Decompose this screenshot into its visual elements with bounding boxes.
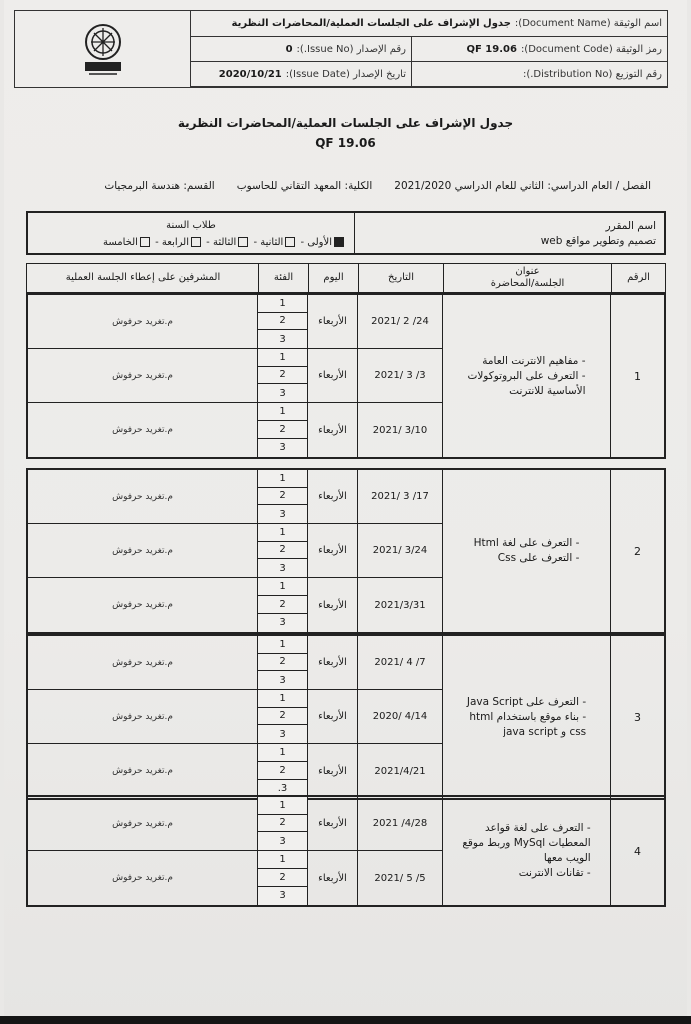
group-cell: 3 [279, 617, 286, 629]
session-groups [257, 295, 307, 348]
session-supervisor: م.تغريد حرفوش [112, 425, 173, 435]
col-no: الرقم [611, 264, 665, 292]
session-row [28, 636, 442, 690]
doc-name-label: اسم الوثيقة (Document Name): [514, 18, 662, 29]
group-cell: 2 [258, 815, 307, 833]
session-supervisor: م.تغريد حرفوش [112, 600, 173, 610]
topic-line: - بناء موقع باستخدام html [469, 710, 587, 723]
session-groups [257, 578, 307, 632]
group-number: 4 [610, 797, 664, 905]
topic-line: - التعرف على لغة قواعد [484, 822, 591, 834]
session-row [28, 349, 442, 403]
session-groups [257, 797, 307, 850]
session-date: 2021/3/31 [357, 578, 442, 632]
session-groups [257, 524, 307, 577]
session-group [26, 795, 666, 907]
group-cell: 3 [279, 333, 286, 345]
group-cell: 2 [258, 313, 307, 331]
header-row-code [191, 37, 667, 62]
group-cell: 1 [258, 851, 307, 869]
distribution-label: رقم التوزيع (Distribution No.): [522, 68, 662, 80]
year-checkbox [238, 237, 248, 247]
session-day: الأربعاء [307, 744, 357, 798]
year-separator: - [203, 237, 213, 248]
session-date: 2021/ 3/24 [357, 524, 442, 577]
col-group: الفئة [258, 264, 308, 292]
session-day: الأربعاء [307, 470, 357, 523]
group-cell: 2 [258, 869, 307, 887]
year-checkbox [285, 237, 295, 247]
session-groups [257, 636, 307, 689]
header-row-doc-name [191, 11, 667, 37]
group-cell: 1 [258, 744, 307, 762]
session-supervisor: م.تغريد حرفوش [112, 766, 173, 776]
group-cell: 2 [258, 654, 307, 672]
document-header-table [14, 10, 668, 88]
session-date: 2021/ 2 /24 [357, 295, 442, 348]
table-header [26, 263, 666, 293]
session-day: الأربعاء [307, 349, 357, 402]
session-topic [442, 470, 610, 632]
doc-code-value: QF 19.06 [466, 43, 517, 55]
col-topic: عنوان الجلسة/المحاضرة [443, 264, 611, 292]
group-cell: 1 [258, 797, 307, 815]
course-name-cell [354, 213, 664, 253]
group-cell: 1 [258, 578, 307, 596]
session-date: 2021 /4/28 [357, 797, 442, 850]
topic-line: - تقانات الانترنت [518, 867, 591, 879]
topic-line: الأساسية للانترنت [509, 384, 586, 397]
group-cell: 1 [258, 636, 307, 654]
year-checkbox [140, 237, 150, 247]
course-name-value: تصميم وتطوير مواقع web [540, 235, 656, 247]
session-row [28, 744, 442, 798]
session-groups [257, 744, 307, 798]
course-name-label: اسم المقرر [605, 220, 656, 232]
session-day: الأربعاء [307, 578, 357, 632]
year-separator: - [297, 237, 308, 248]
session-day: الأربعاء [307, 295, 357, 348]
group-cell: 3 [279, 728, 286, 740]
group-cell: 2 [258, 367, 307, 385]
session-row [28, 578, 442, 632]
year-option-label: الأولى [307, 237, 332, 248]
student-years-cell [28, 213, 354, 253]
session-group [26, 634, 666, 800]
session-row [28, 524, 442, 578]
topic-line: - التعرف على البروتوكولات [467, 369, 586, 382]
session-date: 2021/ 3 /3 [357, 349, 442, 402]
year-separator: - [250, 237, 261, 248]
group-cell: 3. [277, 783, 288, 795]
topic-line: - مفاهيم الانترنت العامة [482, 354, 586, 367]
semester-info: الفصل / العام الدراسي: الثاني للعام الدراسي 2021/2020 [394, 180, 651, 192]
doc-name-value: جدول الإشراف على الجلسات العملية/المحاضرات النظرية [231, 18, 511, 29]
year-option-label: الرابعة [161, 237, 189, 248]
group-cell: 2 [258, 542, 307, 560]
document-code: QF 19.06 [315, 136, 376, 150]
year-separator: - [151, 237, 162, 248]
session-topic [442, 636, 610, 798]
session-groups [257, 470, 307, 523]
session-topic [442, 797, 610, 905]
page-title: جدول الإشراف على الجلسات العملية/المحاضرات النظرية [177, 116, 514, 130]
group-cell: 3 [279, 387, 286, 399]
group-cell: 1 [258, 524, 307, 542]
group-cell: 2 [258, 421, 307, 439]
session-row [28, 295, 442, 349]
course-box [26, 211, 666, 255]
sessions-area [28, 636, 442, 798]
topic-line: المعطيات MySql وربط موقع [462, 837, 591, 849]
session-date: 2021/ 3/10 [357, 403, 442, 457]
session-supervisor: م.تغريد حرفوش [112, 873, 173, 883]
session-topic [442, 295, 610, 457]
col-day: اليوم [308, 264, 358, 292]
years-label: طلاب السنة [166, 220, 216, 231]
topic-line: - التعرف على Css [497, 552, 580, 564]
sessions-area [28, 295, 442, 457]
logo-cell [15, 11, 191, 87]
session-supervisor: م.تغريد حرفوش [112, 657, 173, 668]
bottom-edge [0, 1016, 691, 1024]
group-number: 3 [610, 636, 664, 798]
session-day: الأربعاء [307, 636, 357, 689]
session-groups [257, 403, 307, 457]
group-cell: 2 [258, 762, 307, 780]
session-row [28, 797, 442, 851]
group-cell: 3 [279, 890, 286, 902]
topic-line: - التعرف على لغة Html [473, 537, 580, 549]
year-checkbox [334, 237, 344, 247]
group-cell: 2 [258, 708, 307, 726]
session-date: 2021/4/21 [357, 744, 442, 798]
session-row [28, 470, 442, 524]
topic-line: - التعرف على Java Script [466, 695, 587, 708]
topic-line: الويب معها [543, 852, 591, 864]
group-cell: 1 [258, 349, 307, 367]
session-date: 2020/ 4/14 [357, 690, 442, 743]
session-groups [257, 349, 307, 402]
session-day: الأربعاء [307, 403, 357, 457]
university-logo-icon [75, 20, 131, 78]
session-group [26, 468, 666, 634]
session-supervisor: م.تغريد حرفوش [112, 370, 173, 381]
session-supervisor: م.تغريد حرفوش [112, 545, 173, 556]
session-day: الأربعاء [307, 524, 357, 577]
group-cell: 1 [258, 403, 307, 421]
year-option-label: الثالثة [212, 237, 237, 248]
group-cell: 1 [258, 690, 307, 708]
topic-line: css و java script [503, 725, 587, 738]
session-group [26, 293, 666, 459]
col-supervisors: المشرفين على إعطاء الجلسة العملية [65, 272, 221, 283]
session-date: 2021/ 3 /17 [357, 470, 442, 523]
group-cell: 3 [279, 442, 286, 454]
session-row [28, 403, 442, 457]
issue-date-label: تاريخ الإصدار (Issue Date): [285, 68, 406, 80]
group-cell: 2 [258, 488, 307, 506]
header-row-distribution [191, 62, 667, 87]
session-day: الأربعاء [307, 851, 357, 905]
session-supervisor: م.تغريد حرفوش [112, 316, 173, 327]
group-cell: 3 [279, 674, 286, 686]
doc-code-label: رمز الوثيقة (Document Code): [520, 43, 662, 55]
issue-no-label: رقم الإصدار (Issue No.): [296, 43, 406, 55]
group-cell: 2 [258, 596, 307, 614]
issue-no-value: 0 [285, 43, 293, 55]
sessions-area [28, 470, 442, 632]
group-cell: 3 [279, 835, 286, 847]
group-number: 2 [610, 470, 664, 632]
years-options [36, 234, 346, 251]
year-checkbox [191, 237, 201, 247]
session-row [28, 690, 442, 744]
session-supervisor: م.تغريد حرفوش [112, 818, 173, 829]
year-option-label: الثانية [260, 237, 284, 248]
group-cell: 1 [258, 470, 307, 488]
meta-line [31, 180, 651, 192]
col-date: التاريخ [358, 264, 443, 292]
session-day: الأربعاء [307, 690, 357, 743]
session-day: الأربعاء [307, 797, 357, 850]
group-cell: 1 [258, 295, 307, 313]
session-groups [257, 690, 307, 743]
session-date: 2021/ 5 /5 [357, 851, 442, 905]
group-cell: 3 [279, 562, 286, 574]
issue-date-value: 2020/10/21 [218, 68, 282, 80]
session-groups [257, 851, 307, 905]
session-date: 2021/ 4 /7 [357, 636, 442, 689]
session-row [28, 851, 442, 905]
sessions-area [28, 797, 442, 905]
session-supervisor: م.تغريد حرفوش [112, 711, 173, 722]
year-option-label: الخامسة [102, 237, 138, 248]
department-info: القسم: هندسة البرمجيات [104, 180, 215, 192]
group-number: 1 [610, 295, 664, 457]
college-info: الكلية: المعهد التقاني للحاسوب [236, 180, 373, 192]
group-cell: 3 [279, 508, 286, 520]
session-supervisor: م.تغريد حرفوش [112, 491, 173, 502]
